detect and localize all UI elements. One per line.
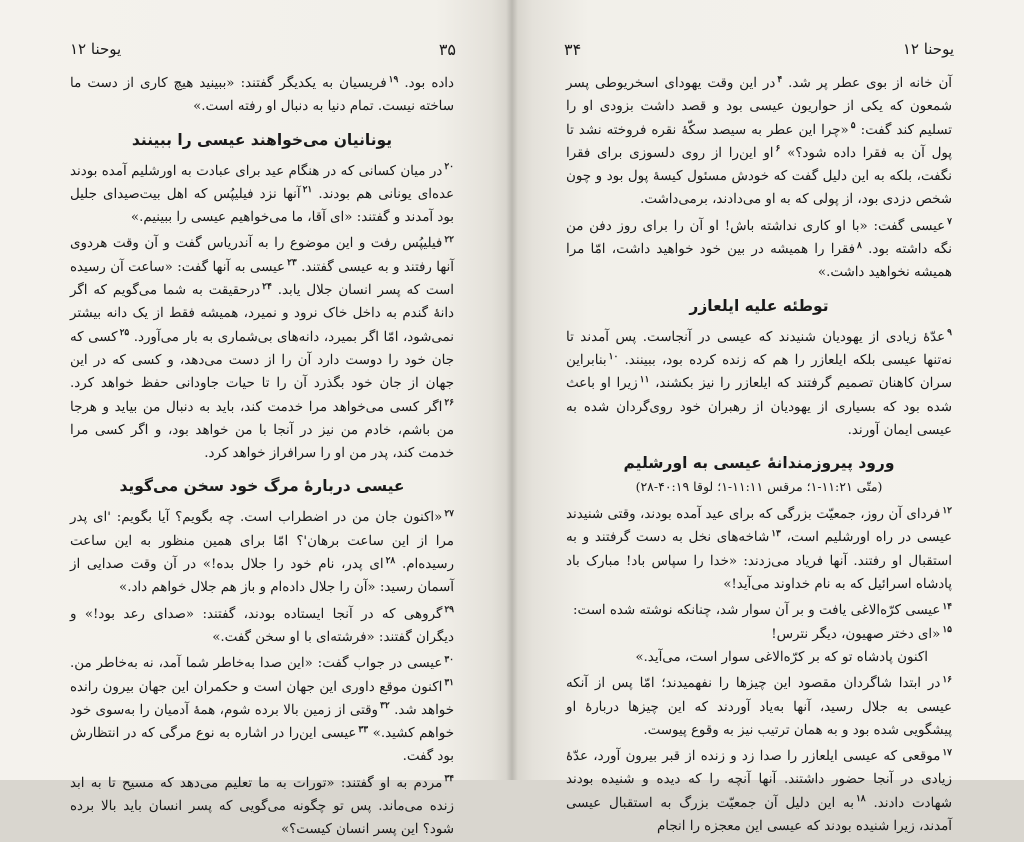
verse-number: ۱۳ xyxy=(771,528,781,539)
verse-number: ۱۵ xyxy=(942,625,952,636)
paragraph-v9: $^۹$عدّهٔ زیادی از یهودیان شنیدند که عیسی در آنجاست. پس آمدند تا نه‌تنها عیسی بلکه ایلعازر را هم که زنده کرده بود، ببینند. $^{۱۰}$بنابراین سران کاهنان تصمیم گرفتند که ایلعازر را نیز بکشند، $^{۱۱}$زیرا او باعث شده بود که بسیاری از یهودیان از رهبران خود روی‌گردان شده به عیسی ایمان آورند. xyxy=(566,328,953,438)
right-page-number: ۳۴ xyxy=(564,39,582,59)
verse-number: ۱۰ xyxy=(608,351,619,362)
verse-number: ۵ xyxy=(850,121,856,132)
verse-number: ۲۵ xyxy=(119,328,130,339)
verse-number: ۲۰ xyxy=(444,162,454,173)
verse-number: ۳۳ xyxy=(358,724,369,735)
paragraph-v15-line1: $^{۱۵}$«ای دختر صهیون، دیگر نترس! xyxy=(771,625,952,642)
section-heading-greeks: یونانیان می‌خواهند عیسی را ببینند xyxy=(131,130,393,149)
right-page-body xyxy=(566,72,952,838)
paragraph-v7: $^۷$عیسی گفت: «با او کاری نداشته باش! او آن را برای روز دفن من نگه داشته بود. $^۸$فقرا را همیشه در بین خود خواهید داشت، امّا مرا همیشه نخواهید داشت.» xyxy=(566,217,952,281)
paragraph-v12: $^{۱۲}$فردای آن روز، جمعیّت بزرگی که برای عید آمده بودند، وقتی شنیدند عیسی در راه اورشلیم است، $^{۱۳}$شاخه‌های نخل به دست گرفتند و به استقبال او رفتند. آنها فریاد می‌زدند: «خدا را سپاس باد! مبارک باد پادشاه اسرائیل که به نام خداوند می‌آید!» xyxy=(566,505,952,593)
verse-number: ۱۴ xyxy=(942,601,952,612)
section-heading-death: عیسی دربارهٔ مرگ خود سخن می‌گوید xyxy=(119,477,405,496)
left-page xyxy=(0,0,512,838)
paragraph-v4: آن خانه از بوی عطر پر شد. $^۴$در این وقت یهودای اسخریوطی پسر شمعون که یکی از حواریون عیسی بود و قصد داشت بزودی او را تسلیم کند گفت: $^۵$«چرا این عطر به سیصد سکّهٔ نقره فروخته نشد تا پول آن به فقرا داده شود؟» $^۶$او این‌را از روی دلسوزی برای فقرا نگفت، بلکه به این دلیل گفت که خودش مسئول کیسهٔ پول بود و چون شخص دزدی بود، از پولی که به او می‌دادند، برمی‌داشت. xyxy=(566,74,952,208)
verse-number: ۱۹ xyxy=(388,74,399,85)
verse-number: ۶ xyxy=(775,144,781,155)
verse-number: ۱۶ xyxy=(942,674,952,685)
verse-number: ۲۱ xyxy=(302,185,313,196)
verse-number: ۳۱ xyxy=(444,678,454,689)
verse-number: ۳۰ xyxy=(444,654,454,665)
paragraph-v17: $^{۱۷}$موقعی که عیسی ایلعازر را صدا زد و زنده از قبر بیرون آورد، عدّهٔ زیادی در آنجا حضور داشتند. آنها آنچه را که دیده و شنیده بودند شهادت دادند. $^{۱۸}$به این دلیل آن جمعیّت بزرگ به استقبال عیسی آمدند، زیرا شنیده بودند که عیسی این معجزه را انجام xyxy=(566,747,952,835)
section-heading-lazarus-plot: توطئه علیه ایلعازر xyxy=(689,296,829,315)
verse-number: ۷ xyxy=(947,217,952,228)
verse-number: ۱۸ xyxy=(855,794,866,805)
parallel-references: (متّی ۲۱:‏۱-۱۱؛ مرقس ۱۱:‏۱-۱۱؛ لوقا ۱۹:‏۲۸-۴۰) xyxy=(635,479,883,495)
left-page-header xyxy=(70,38,456,60)
paragraph-v29: $^{۲۹}$گروهی که در آنجا ایستاده بودند، گفتند: «صدای رعد بود!» و دیگران گفتند: «فرشته‌ای با او سخن گفت.» xyxy=(70,605,454,645)
verse-number: ۱۱ xyxy=(639,374,650,385)
paragraph-v19: داده بود. $^{۱۹}$فریسیان به یکدیگر گفتند: «ببینید هیچ کاری از دست ما ساخته نیست. تمام دنیا به دنبال او رفته است.» xyxy=(70,74,454,115)
verse-number: ۱۷ xyxy=(942,747,952,758)
verse-number: ۲۳ xyxy=(287,258,297,269)
left-running-title: یوحنا ۱۲ xyxy=(70,40,122,58)
paragraph-v27: $^{۲۷}$«اکنون جان من در اضطراب است. چه بگویم؟ آیا بگویم: 'ای پدر مرا از این ساعت برهان'؟ امّا برای همین منظور به این ساعت رسیده‌ام. $^{۲۸}$ای پدر، نام خود را جلال بده!» در آن وقت صدایی از آسمان رسید: «آن را جلال داده‌ام و باز هم جلال خواهم داد.» xyxy=(70,508,454,596)
paragraph-v15-line2: اکنون پادشاه تو که بر کرّه‌الاغی سوار است، می‌آید.» xyxy=(635,649,928,665)
verse-number: ۲۷ xyxy=(444,508,454,519)
paragraph-v22: $^{۲۲}$فیلیپُس رفت و این موضوع را به آندریاس گفت و آن وقت هردوی آنها رفتند و به عیسی گفتند. $^{۲۳}$عیسی به آنها گفت: «ساعت آن رسیده است که پسر انسان جلال یابد. $^{۲۴}$درحقیقت به شما می‌گویم که اگر دانهٔ گندم به داخل خاک نرود و نمیرد، همیشه فقط از یک دانه بیشتر نمی‌شود، امّا اگر بمیرد، دانه‌های بی‌شماری به بار می‌آورد. $^{۲۵}$کسی که جان خود را دوست دارد آن را از دست می‌دهد، و کسی که در این جهان از جان خود بگذرد آن را تا حیات جاودانی حفظ خواهد کرد. $^{۲۶}$اگر کسی می‌خواهد مرا خدمت کند، باید به دنبال من بیاید و هرجا من باشم، خادم من نیز در آنجا با من خواهد بود، و اگر کسی مرا خدمت کند، پدر من او را سرافراز خواهد کرد. xyxy=(70,235,455,462)
verse-number: ۲۸ xyxy=(385,555,396,566)
paragraph-v30: $^{۳۰}$عیسی در جواب گفت: «این صدا به‌خاطر شما آمد، نه به‌خاطر من. $^{۳۱}$اکنون موقع داوری این جهان است و حکمران این جهان بیرون رانده خواهد شد. $^{۳۲}$وقتی از زمین بالا برده شوم، همهٔ آدمیان را به‌سوی خود خواهم کشید.» $^{۳۳}$عیسی این‌را در اشاره به نوع مرگی که در انتظارش بود گفت. xyxy=(70,654,454,765)
paragraph-v20: $^{۲۰}$در میان کسانی که در هنگام عید برای عبادت به اورشلیم آمده بودند عده‌ای یونانی هم بودند. $^{۲۱}$آنها نزد فیلیپُس که اهل بیت‌صیدای جلیل بود آمدند و گفتند: «ای آقا، ما می‌خواهیم عیسی را ببینیم.» xyxy=(70,162,454,226)
verse-number: ۲۶ xyxy=(444,398,454,409)
verse-number: ۹ xyxy=(947,328,952,339)
paragraph-v14: $^{۱۴}$عیسی کرّه‌الاغی یافت و بر آن سوار شد، چنانکه نوشته شده است: xyxy=(573,601,952,619)
left-page-body xyxy=(70,72,454,842)
right-running-title: یوحنا ۱۲ xyxy=(902,40,954,58)
verse-number: ۳۲ xyxy=(380,701,390,712)
paragraph-v34: $^{۳۴}$مردم به او گفتند: «تورات به ما تعلیم می‌دهد که مسیح تا به ابد زنده می‌ماند. پس تو چگونه می‌گویی که پسر انسان باید بالا برده شود؟ این پسر انسان کیست؟» xyxy=(70,774,454,838)
right-page-header xyxy=(564,38,954,60)
section-heading-triumphal-entry: ورود پیروزمندانهٔ عیسی به اورشلیم xyxy=(623,454,895,473)
verse-number: ۸ xyxy=(857,240,862,251)
verse-number: ۱۲ xyxy=(942,505,952,516)
verse-number: ۲۹ xyxy=(444,605,454,616)
verse-number: ۲۴ xyxy=(262,281,272,292)
right-page xyxy=(512,0,1024,835)
paragraph-v16: $^{۱۶}$در ابتدا شاگردان مقصود این چیزها را نفهمیدند؛ امّا پس از آنکه عیسی به جلال رسید، آنها به‌یاد آوردند که این چیزها دربارهٔ او پیشگویی شده بود و به همان ترتیب نیز به وقوع پیوست. xyxy=(566,674,952,738)
verse-number: ۳۴ xyxy=(444,774,454,785)
left-page-number: ۳۵ xyxy=(438,39,456,59)
verse-number: ۲۲ xyxy=(444,235,454,246)
verse-number: ۴ xyxy=(777,74,783,85)
